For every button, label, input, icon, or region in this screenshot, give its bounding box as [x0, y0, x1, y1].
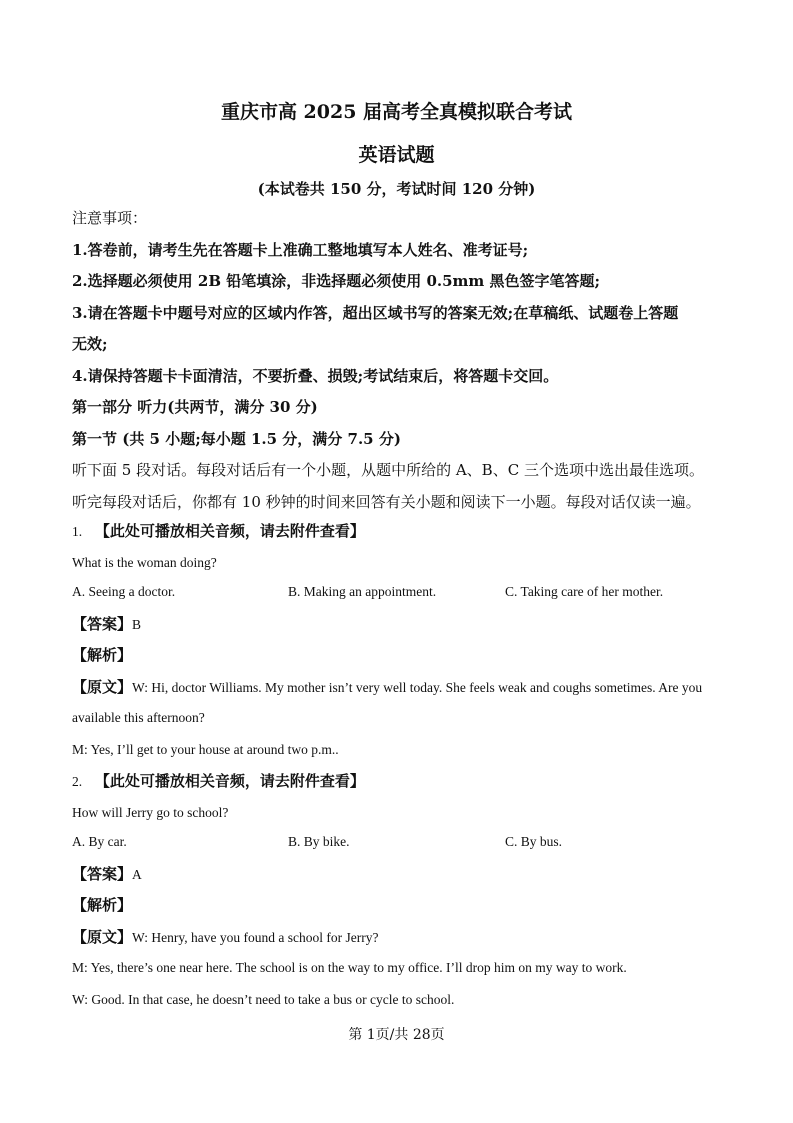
script-line: M: Yes, I’ll get to your house at around two p.m..	[72, 742, 339, 757]
script-text: W: Hi, doctor Williams. My mother isn’t very well today. She feels weak and coughs sometimes. Are you	[132, 680, 703, 695]
option-b: B. Making an appointment.	[288, 584, 437, 599]
question-header	[72, 771, 732, 792]
script-line	[72, 677, 732, 698]
option-a: A. By car.	[72, 834, 127, 849]
option-b: B. By bike.	[288, 834, 350, 849]
script-tag: 【原文】	[72, 678, 133, 696]
exam-subject: 英语试题	[358, 144, 435, 166]
answer-tag: 【答案】	[72, 615, 133, 633]
question-number: 1.	[72, 524, 83, 539]
script-line: available this afternoon?	[72, 710, 205, 725]
question-stem: How will Jerry go to school?	[72, 805, 229, 820]
option-a: A. Seeing a doctor.	[72, 584, 176, 599]
notes-heading: 注意事项：	[72, 209, 148, 227]
script-tag: 【原文】	[72, 928, 133, 946]
analysis-tag: 【解析】	[72, 646, 133, 664]
instruction-line: 听下面 5 段对话。每段对话后有一个小题，从题中所给的 A、B、C 三个选项中选出最佳选项。	[72, 461, 704, 479]
part-heading: 第一部分 听力(共两节，满分 30 分)	[72, 398, 318, 416]
analysis-tag: 【解析】	[72, 896, 133, 914]
note-item: 3.请在答题卡中题号对应的区域内作答，超出区域书写的答案无效;在草稿纸、试题卷上答题	[72, 304, 679, 322]
note-item: 2.选择题必须使用 2B 铅笔填涂，非选择题必须使用 0.5mm 黑色签字笔答题;	[72, 272, 601, 290]
option-c: C. By bus.	[505, 834, 563, 849]
answer-line	[72, 614, 732, 635]
page-footer: 第 1页/共 28页	[348, 1027, 445, 1043]
option-c: C. Taking care of her mother.	[505, 584, 664, 599]
answer-tag: 【答案】	[72, 865, 133, 883]
script-line: M: Yes, there’s one near here. The school is on the way to my office. I’ll drop him on my way to work.	[72, 960, 627, 975]
answer-line	[72, 864, 732, 885]
script-text: W: Henry, have you found a school for Jerry?	[132, 930, 379, 945]
script-line	[72, 927, 732, 948]
audio-note[interactable]: 【此处可播放相关音频，请去附件查看】	[94, 772, 365, 790]
note-item: 4.请保持答题卡卡面清洁，不要折叠、损毁;考试结束后，将答题卡交回。	[72, 367, 559, 385]
script-line: W: Good. In that case, he doesn’t need to take a bus or cycle to school.	[72, 992, 455, 1007]
question-stem: What is the woman doing?	[72, 555, 217, 570]
note-item: 1.答卷前，请考生先在答题卡上准确工整地填写本人姓名、准考证号;	[72, 241, 529, 259]
section-heading: 第一节 (共 5 小题;每小题 1.5 分，满分 7.5 分)	[72, 430, 401, 448]
instruction-line: 听完每段对话后，你都有 10 秒钟的时间来回答有关小题和阅读下一小题。每段对话仅读一遍。	[72, 493, 701, 511]
answer-value: A	[132, 867, 142, 882]
question-number: 2.	[72, 774, 83, 789]
exam-meta: (本试卷共 150 分，考试时间 120 分钟)	[257, 180, 536, 198]
note-item: 无效;	[72, 335, 108, 353]
answer-value: B	[132, 617, 142, 632]
audio-note[interactable]: 【此处可播放相关音频，请去附件查看】	[94, 522, 365, 540]
exam-title: 重庆市高 2025 届高考全真模拟联合考试	[220, 101, 573, 123]
question-header	[72, 521, 732, 542]
